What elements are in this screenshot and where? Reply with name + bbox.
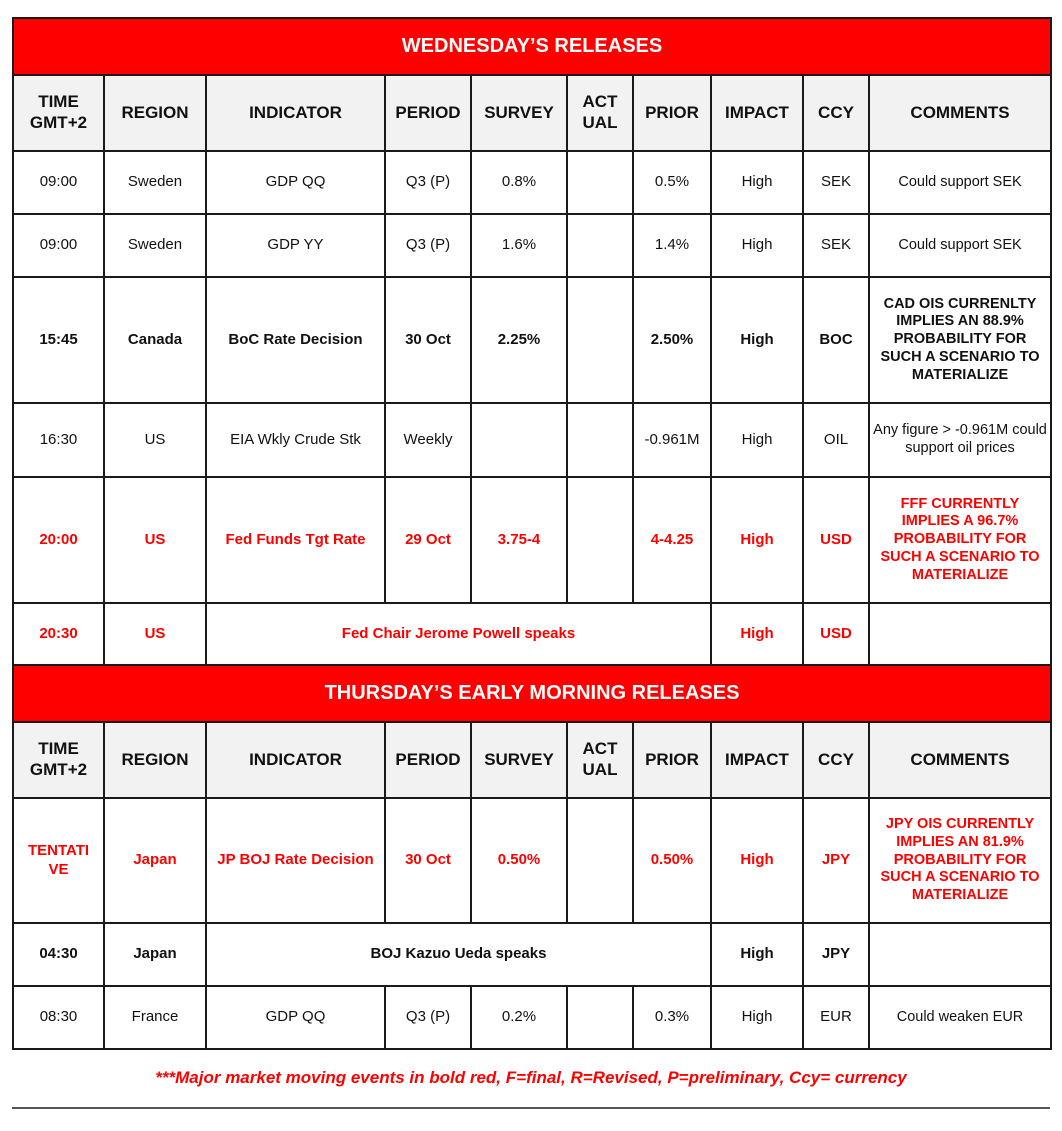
column-header-ccy: CCY: [803, 75, 869, 151]
table-row: [13, 986, 1051, 1049]
time-cell: 15:45: [13, 277, 104, 403]
column-header-prior: PRIOR: [633, 75, 711, 151]
ccy-cell: BOC: [803, 277, 869, 403]
impact-cell: High: [711, 603, 803, 665]
economic-calendar-table: [12, 17, 1052, 1050]
section-banner: [13, 18, 1051, 75]
column-header-comments: COMMENTS: [869, 722, 1051, 798]
survey-cell: 0.2%: [471, 986, 567, 1049]
prior-cell: 0.50%: [633, 798, 711, 923]
time-cell: 04:30: [13, 923, 104, 986]
impact-cell: High: [711, 151, 803, 214]
period-cell: 30 Oct: [385, 798, 471, 923]
column-header-period: PERIOD: [385, 75, 471, 151]
actual-cell: [567, 277, 633, 403]
survey-cell: 3.75-4: [471, 477, 567, 603]
ccy-cell: SEK: [803, 151, 869, 214]
comments-cell: CAD OIS CURRENLTY IMPLIES AN 88.9% PROBABILITY FOR SUCH A SCENARIO TO MATERIALIZE: [869, 277, 1051, 403]
impact-cell: High: [711, 477, 803, 603]
period-cell: Q3 (P): [385, 151, 471, 214]
ccy-cell: USD: [803, 477, 869, 603]
comments-cell: Could support SEK: [869, 151, 1051, 214]
period-cell: 30 Oct: [385, 277, 471, 403]
survey-cell: [471, 403, 567, 477]
prior-cell: -0.961M: [633, 403, 711, 477]
column-header-survey: SURVEY: [471, 722, 567, 798]
indicator-cell: EIA Wkly Crude Stk: [206, 403, 385, 477]
region-cell: US: [104, 477, 206, 603]
column-header-actual: ACT UAL: [567, 75, 633, 151]
table-row: [13, 214, 1051, 277]
region-cell: Canada: [104, 277, 206, 403]
header-row: [13, 722, 1051, 798]
survey-cell: 0.50%: [471, 798, 567, 923]
survey-cell: 0.8%: [471, 151, 567, 214]
impact-cell: High: [711, 986, 803, 1049]
impact-cell: High: [711, 403, 803, 477]
indicator-cell: GDP YY: [206, 214, 385, 277]
ccy-cell: EUR: [803, 986, 869, 1049]
period-cell: Q3 (P): [385, 986, 471, 1049]
region-cell: Japan: [104, 923, 206, 986]
section-title: WEDNESDAY’S RELEASES: [13, 18, 1051, 75]
impact-cell: High: [711, 214, 803, 277]
footnote: ***Major market moving events in bold red, F=final, R=Revised, P=preliminary, Ccy= currency: [155, 1068, 907, 1087]
prior-cell: 2.50%: [633, 277, 711, 403]
ccy-cell: JPY: [803, 798, 869, 923]
ccy-cell: USD: [803, 603, 869, 665]
time-cell: 08:30: [13, 986, 104, 1049]
divider: [12, 1107, 1050, 1109]
actual-cell: [567, 214, 633, 277]
table-row: [13, 151, 1051, 214]
survey-cell: 2.25%: [471, 277, 567, 403]
prior-cell: 4-4.25: [633, 477, 711, 603]
table-row: [13, 603, 1051, 665]
impact-cell: High: [711, 277, 803, 403]
comments-cell: FFF CURRENTLY IMPLIES A 96.7% PROBABILITY FOR SUCH A SCENARIO TO MATERIALIZE: [869, 477, 1051, 603]
column-header-indicator: INDICATOR: [206, 722, 385, 798]
time-cell: 20:00: [13, 477, 104, 603]
comments-cell: Could support SEK: [869, 214, 1051, 277]
prior-cell: 0.5%: [633, 151, 711, 214]
column-header-indicator: INDICATOR: [206, 75, 385, 151]
header-row: [13, 75, 1051, 151]
indicator-cell: Fed Funds Tgt Rate: [206, 477, 385, 603]
column-header-comments: COMMENTS: [869, 75, 1051, 151]
impact-cell: High: [711, 798, 803, 923]
column-header-time: TIME GMT+2: [13, 75, 104, 151]
indicator-cell: GDP QQ: [206, 151, 385, 214]
period-cell: Q3 (P): [385, 214, 471, 277]
comments-cell: [869, 603, 1051, 665]
table-row: [13, 923, 1051, 986]
region-cell: Japan: [104, 798, 206, 923]
indicator-cell: GDP QQ: [206, 986, 385, 1049]
prior-cell: 1.4%: [633, 214, 711, 277]
survey-cell: 1.6%: [471, 214, 567, 277]
comments-cell: Any figure > -0.961M could support oil prices: [869, 403, 1051, 477]
indicator-cell: JP BOJ Rate Decision: [206, 798, 385, 923]
actual-cell: [567, 798, 633, 923]
table-row: [13, 277, 1051, 403]
column-header-period: PERIOD: [385, 722, 471, 798]
table-row: [13, 477, 1051, 603]
column-header-region: REGION: [104, 722, 206, 798]
table-row: [13, 403, 1051, 477]
time-cell: TENTATI VE: [13, 798, 104, 923]
period-cell: Weekly: [385, 403, 471, 477]
comments-cell: Could weaken EUR: [869, 986, 1051, 1049]
actual-cell: [567, 403, 633, 477]
column-header-impact: IMPACT: [711, 722, 803, 798]
prior-cell: 0.3%: [633, 986, 711, 1049]
comments-cell: [869, 923, 1051, 986]
time-cell: 16:30: [13, 403, 104, 477]
period-cell: 29 Oct: [385, 477, 471, 603]
column-header-region: REGION: [104, 75, 206, 151]
ccy-cell: OIL: [803, 403, 869, 477]
table-row: [13, 798, 1051, 923]
section-title: THURSDAY’S EARLY MORNING RELEASES: [13, 665, 1051, 722]
column-header-prior: PRIOR: [633, 722, 711, 798]
region-cell: Sweden: [104, 151, 206, 214]
impact-cell: High: [711, 923, 803, 986]
column-header-impact: IMPACT: [711, 75, 803, 151]
column-header-time: TIME GMT+2: [13, 722, 104, 798]
comments-cell: JPY OIS CURRENTLY IMPLIES AN 81.9% PROBABILITY FOR SUCH A SCENARIO TO MATERIALIZE: [869, 798, 1051, 923]
time-cell: 09:00: [13, 214, 104, 277]
region-cell: France: [104, 986, 206, 1049]
time-cell: 20:30: [13, 603, 104, 665]
actual-cell: [567, 151, 633, 214]
event-cell: Fed Chair Jerome Powell speaks: [206, 603, 711, 665]
region-cell: US: [104, 603, 206, 665]
region-cell: Sweden: [104, 214, 206, 277]
column-header-ccy: CCY: [803, 722, 869, 798]
section-banner: [13, 665, 1051, 722]
event-cell: BOJ Kazuo Ueda speaks: [206, 923, 711, 986]
indicator-cell: BoC Rate Decision: [206, 277, 385, 403]
column-header-actual: ACT UAL: [567, 722, 633, 798]
time-cell: 09:00: [13, 151, 104, 214]
actual-cell: [567, 986, 633, 1049]
ccy-cell: JPY: [803, 923, 869, 986]
column-header-survey: SURVEY: [471, 75, 567, 151]
region-cell: US: [104, 403, 206, 477]
actual-cell: [567, 477, 633, 603]
ccy-cell: SEK: [803, 214, 869, 277]
